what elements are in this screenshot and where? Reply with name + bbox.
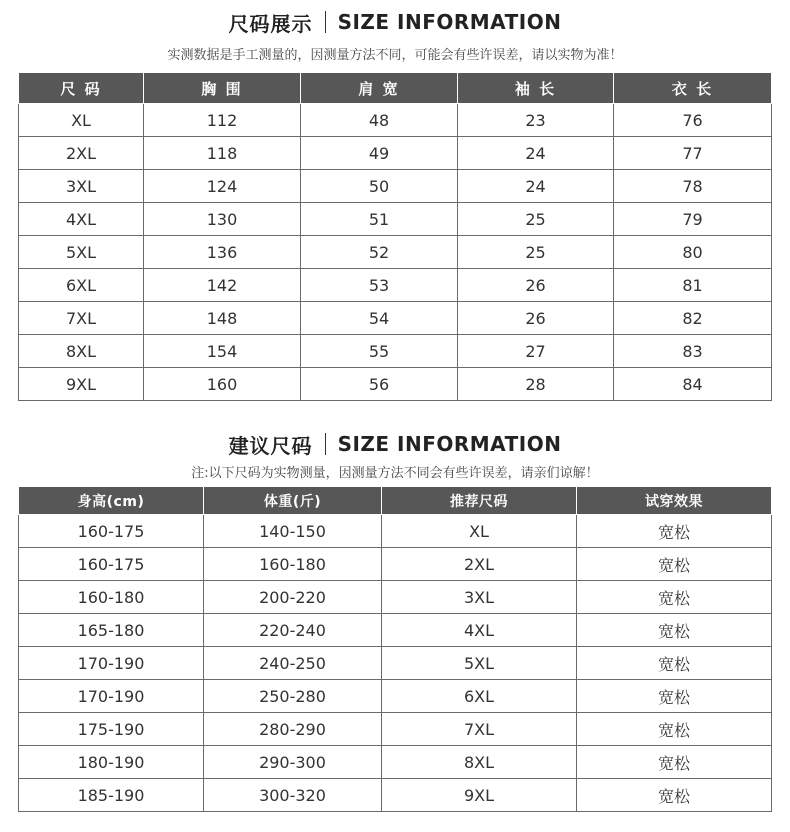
- table-cell: 142: [144, 269, 301, 302]
- table-cell: 3XL: [19, 170, 144, 203]
- table-row: [19, 548, 772, 581]
- table-cell: 宽松: [577, 779, 772, 812]
- table-cell: 56: [301, 368, 458, 401]
- table-row: [19, 236, 772, 269]
- column-header: 肩 宽: [301, 73, 458, 104]
- table-row: [19, 614, 772, 647]
- table-cell: 170-190: [19, 647, 204, 680]
- table-cell: 170-190: [19, 680, 204, 713]
- table-cell: 180-190: [19, 746, 204, 779]
- table-cell: 2XL: [19, 137, 144, 170]
- table-cell: 112: [144, 104, 301, 137]
- size-chart-title: [0, 8, 790, 36]
- table-cell: 宽松: [577, 746, 772, 779]
- table-cell: 55: [301, 335, 458, 368]
- table-cell: 160: [144, 368, 301, 401]
- table-cell: 51: [301, 203, 458, 236]
- table-cell: 140-150: [204, 515, 382, 548]
- recommend-chart-note: 注:以下尺码为实物测量，因测量方法不同会有些许误差，请亲们谅解！: [191, 466, 599, 481]
- table-row: [19, 680, 772, 713]
- table-row: [19, 302, 772, 335]
- column-header: 试穿效果: [577, 487, 772, 515]
- table-cell: 84: [614, 368, 772, 401]
- recommend-chart-title-cn: 建议尺码: [228, 433, 313, 458]
- table-row: [19, 581, 772, 614]
- size-chart-header: [0, 8, 790, 62]
- table-header-row: [19, 487, 772, 515]
- column-header: 衣 长: [614, 73, 772, 104]
- table-cell: 290-300: [204, 746, 382, 779]
- table-cell: 52: [301, 236, 458, 269]
- table-cell: 25: [458, 236, 614, 269]
- table-cell: 136: [144, 236, 301, 269]
- title-divider: [325, 433, 326, 455]
- table-cell: 82: [614, 302, 772, 335]
- column-header: 尺 码: [19, 73, 144, 104]
- column-header: 袖 长: [458, 73, 614, 104]
- table-cell: 250-280: [204, 680, 382, 713]
- table-cell: 27: [458, 335, 614, 368]
- table-cell: 26: [458, 302, 614, 335]
- table-cell: 26: [458, 269, 614, 302]
- table-cell: 160-180: [204, 548, 382, 581]
- table-cell: 79: [614, 203, 772, 236]
- table-cell: 5XL: [19, 236, 144, 269]
- table-cell: 76: [614, 104, 772, 137]
- table-cell: 6XL: [19, 269, 144, 302]
- table-cell: XL: [382, 515, 577, 548]
- table-cell: 81: [614, 269, 772, 302]
- table-cell: 200-220: [204, 581, 382, 614]
- table-cell: 160-175: [19, 515, 204, 548]
- table-cell: 160-175: [19, 548, 204, 581]
- table-cell: 9XL: [382, 779, 577, 812]
- table-cell: 165-180: [19, 614, 204, 647]
- table-cell: 148: [144, 302, 301, 335]
- table-row: [19, 779, 772, 812]
- table-cell: 124: [144, 170, 301, 203]
- recommend-chart-table: [18, 486, 772, 812]
- table-cell: 28: [458, 368, 614, 401]
- table-cell: 4XL: [382, 614, 577, 647]
- title-divider: [325, 11, 326, 33]
- table-cell: 118: [144, 137, 301, 170]
- table-cell: 240-250: [204, 647, 382, 680]
- size-chart-table: [18, 73, 772, 401]
- table-cell: 24: [458, 170, 614, 203]
- table-cell: 8XL: [382, 746, 577, 779]
- table-row: [19, 515, 772, 548]
- table-cell: 7XL: [19, 302, 144, 335]
- column-header: 体重(斤): [204, 487, 382, 515]
- recommend-chart-header: [0, 430, 790, 480]
- table-cell: 77: [614, 137, 772, 170]
- table-cell: 宽松: [577, 581, 772, 614]
- table-cell: 6XL: [382, 680, 577, 713]
- table-cell: 宽松: [577, 680, 772, 713]
- table-cell: 2XL: [382, 548, 577, 581]
- table-row: [19, 368, 772, 401]
- table-row: [19, 746, 772, 779]
- table-cell: 23: [458, 104, 614, 137]
- column-header: 胸 围: [144, 73, 301, 104]
- table-row: [19, 170, 772, 203]
- recommend-chart-title: [0, 430, 790, 458]
- table-cell: 24: [458, 137, 614, 170]
- table-cell: 220-240: [204, 614, 382, 647]
- table-cell: 83: [614, 335, 772, 368]
- table-row: [19, 269, 772, 302]
- size-chart-title-en: SIZE INFORMATION: [337, 10, 562, 34]
- table-cell: 宽松: [577, 614, 772, 647]
- table-row: [19, 713, 772, 746]
- table-cell: 7XL: [382, 713, 577, 746]
- size-chart-title-cn: 尺码展示: [228, 11, 313, 36]
- column-header: 推荐尺码: [382, 487, 577, 515]
- table-cell: 25: [458, 203, 614, 236]
- table-cell: 宽松: [577, 647, 772, 680]
- table-cell: 130: [144, 203, 301, 236]
- table-cell: 175-190: [19, 713, 204, 746]
- table-cell: 49: [301, 137, 458, 170]
- table-cell: 80: [614, 236, 772, 269]
- table-cell: 160-180: [19, 581, 204, 614]
- table-row: [19, 137, 772, 170]
- table-cell: 宽松: [577, 548, 772, 581]
- table-cell: 54: [301, 302, 458, 335]
- table-cell: 154: [144, 335, 301, 368]
- table-header-row: [19, 73, 772, 104]
- table-cell: 300-320: [204, 779, 382, 812]
- table-row: [19, 335, 772, 368]
- table-row: [19, 104, 772, 137]
- table-cell: 9XL: [19, 368, 144, 401]
- table-row: [19, 647, 772, 680]
- table-cell: 宽松: [577, 713, 772, 746]
- table-cell: 50: [301, 170, 458, 203]
- table-cell: 53: [301, 269, 458, 302]
- table-cell: 5XL: [382, 647, 577, 680]
- recommend-chart-title-en: SIZE INFORMATION: [337, 432, 562, 456]
- table-cell: 宽松: [577, 515, 772, 548]
- table-cell: 4XL: [19, 203, 144, 236]
- table-cell: 48: [301, 104, 458, 137]
- table-cell: 8XL: [19, 335, 144, 368]
- table-cell: 78: [614, 170, 772, 203]
- table-cell: XL: [19, 104, 144, 137]
- column-header: 身高(cm): [19, 487, 204, 515]
- size-chart-note: 实测数据是手工测量的，因测量方法不同，可能会有些许误差，请以实物为准！: [167, 48, 623, 63]
- table-cell: 185-190: [19, 779, 204, 812]
- table-row: [19, 203, 772, 236]
- table-cell: 3XL: [382, 581, 577, 614]
- table-cell: 280-290: [204, 713, 382, 746]
